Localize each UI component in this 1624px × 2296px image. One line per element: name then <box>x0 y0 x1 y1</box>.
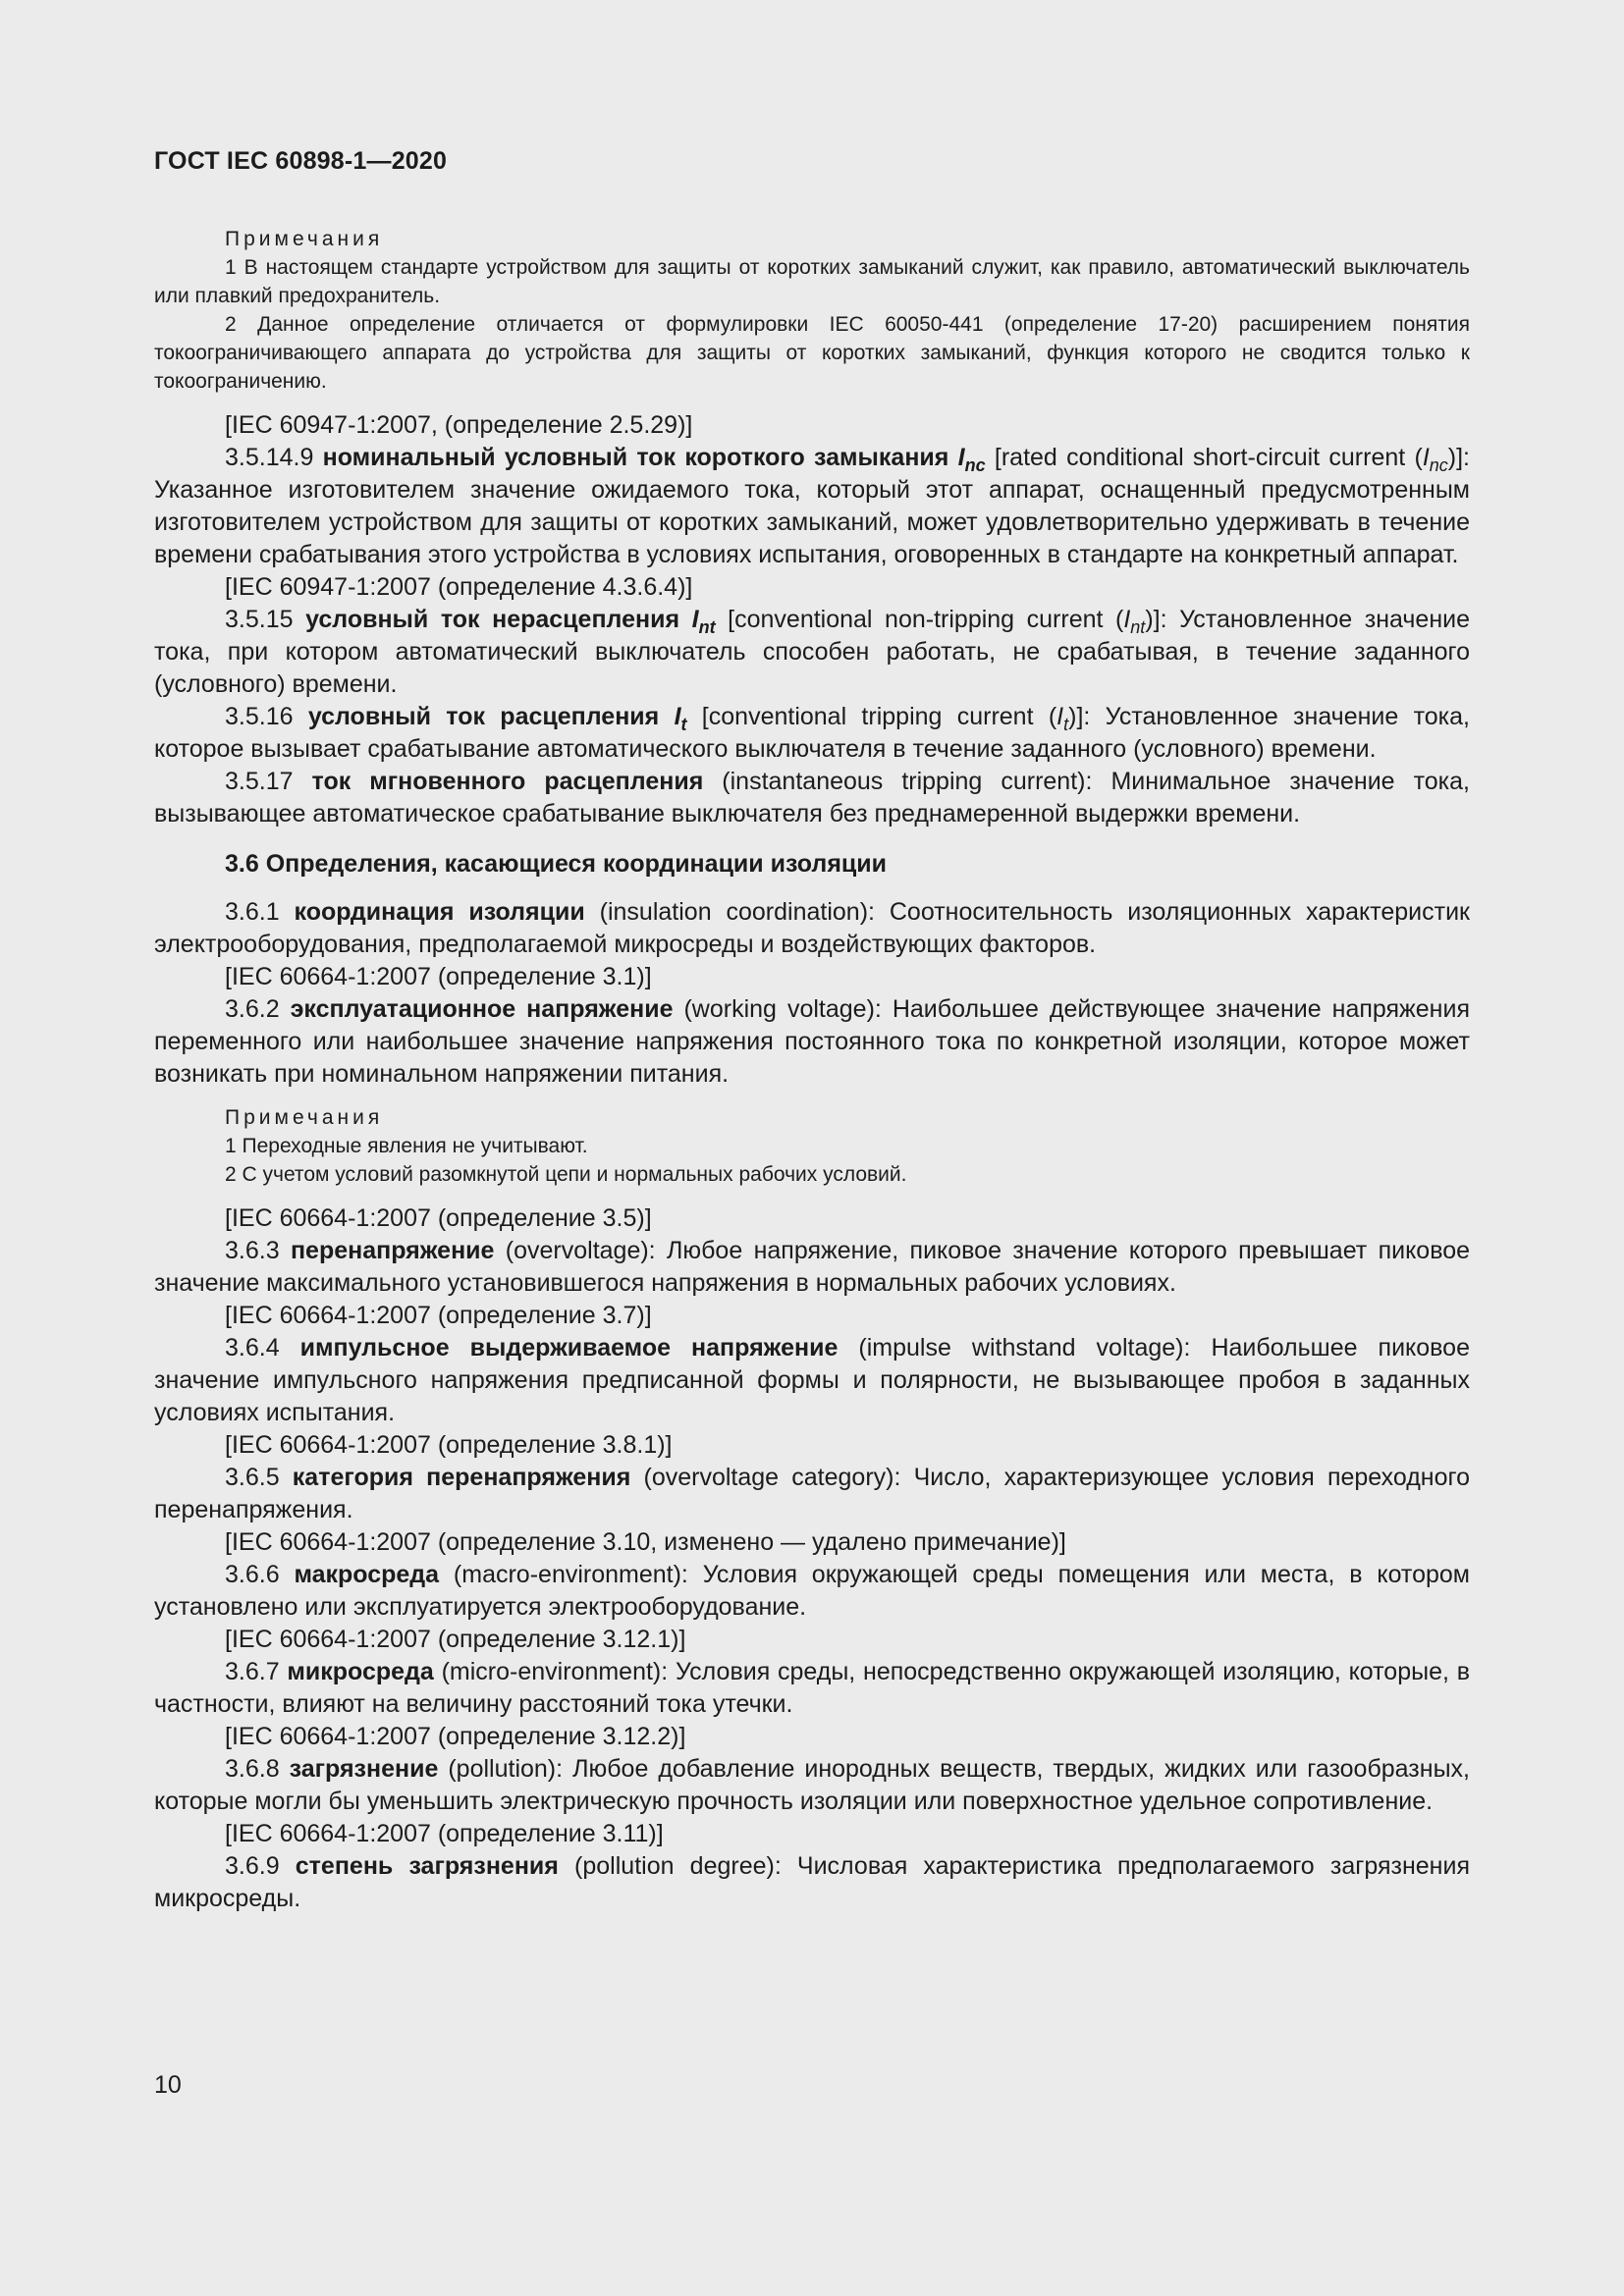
definition-number: 3.6.9 <box>225 1852 296 1880</box>
definition-3-6-1 <box>154 896 1470 961</box>
definition-english: [rated conditional short-circuit current ( <box>985 444 1423 471</box>
symbol: $I_{nc}$ <box>957 444 986 475</box>
definition-term: ток мгновенного расцепления <box>311 768 704 795</box>
definition-3-6-4 <box>154 1332 1470 1429</box>
reference: [IEC 60664-1:2007 (определение 3.1)] <box>225 963 652 990</box>
definition-term: номинальный условный ток короткого замыкания <box>322 444 958 471</box>
definition-number: 3.6.6 <box>225 1561 295 1588</box>
definition-text: (micro-environment): Условия среды, непосредственно окружающей изоляцию, которые, в частности, влияют на величину расстояний тока утечки. <box>154 1658 1470 1718</box>
notes-block <box>154 1104 1470 1189</box>
symbol: $I_t$ <box>1056 703 1069 734</box>
reference: [IEC 60664-1:2007 (определение 3.11)] <box>225 1820 664 1847</box>
notes-title: Примечания <box>225 228 384 250</box>
definition-text: (instantaneous tripping current): Минимальное значение тока, вызывающее автоматическое срабатывание выключателя без преднамеренной выдержки времени. <box>154 768 1470 828</box>
definition-term: эксплуатационное напряжение <box>290 995 674 1023</box>
definition-term: микросреда <box>287 1658 434 1685</box>
definition-text: (insulation coordination): Соотносительность изоляционных характеристик электрооборудования, предполагаемой микросреды и воздействующих факторов. <box>154 898 1470 958</box>
note-item: 1 Переходные явления не учитывают. <box>225 1135 588 1157</box>
notes-title: Примечания <box>225 1106 384 1129</box>
definition-number: 3.5.16 <box>225 703 308 730</box>
reference: [IEC 60664-1:2007 (определение 3.5)] <box>225 1204 652 1232</box>
reference: [IEC 60664-1:2007 (определение 3.10, изменено — удалено примечание)] <box>225 1528 1066 1556</box>
definition-3-6-9 <box>154 1850 1470 1915</box>
definition-term: категория перенапряжения <box>292 1464 631 1491</box>
definition-text: (overvoltage category): Число, характеризующее условия переходного перенапряжения. <box>154 1464 1470 1523</box>
definition-3-6-5 <box>154 1462 1470 1526</box>
definition-number: 3.5.17 <box>225 768 312 795</box>
symbol: $I_t$ <box>674 703 687 734</box>
page-number: 10 <box>154 2071 182 2099</box>
reference: [IEC 60664-1:2007 (определение 3.12.1)] <box>225 1626 686 1653</box>
definition-text: (macro-environment): Условия окружающей среды помещения или места, в котором установлено или эксплуатируется электрооборудование. <box>154 1561 1470 1621</box>
definition-english: [conventional non-tripping current ( <box>715 606 1124 633</box>
definition-number: 3.6.4 <box>225 1334 300 1362</box>
definition-term: условный ток расцепления <box>307 703 675 730</box>
document-header: ГОСТ IEC 60898-1—2020 <box>154 147 448 175</box>
reference: [IEC 60664-1:2007 (определение 3.12.2)] <box>225 1723 686 1750</box>
note-item: 1 В настоящем стандарте устройством для защиты от коротких замыканий служит, как правило, автоматический выключатель или плавкий предохранитель. <box>154 256 1470 307</box>
definition-text: (pollution): Любое добавление инородных веществ, твердых, жидких или газообразных, которые могли бы уменьшить электрическую прочность изоляции или поверхностное удельное сопротивление. <box>154 1755 1470 1815</box>
definition-number: 3.6.7 <box>225 1658 288 1685</box>
definition-term: импульсное выдерживаемое напряжение <box>299 1334 839 1362</box>
definition-number: 3.5.14.9 <box>225 444 323 471</box>
note-item: 2 С учетом условий разомкнутой цепи и нормальных рабочих условий. <box>225 1163 907 1186</box>
definition-text: )]: Установленное значение тока, при котором автоматический выключатель способен работать, не срабатывая, в течение заданного (условного) времени. <box>154 606 1470 698</box>
definition-3-6-3 <box>154 1235 1470 1300</box>
document-body <box>154 226 1470 1915</box>
reference: [IEC 60664-1:2007 (определение 3.7)] <box>225 1302 652 1329</box>
definition-english: [conventional tripping current ( <box>686 703 1057 730</box>
definition-term: перенапряжение <box>290 1237 495 1264</box>
definition-3-6-7 <box>154 1656 1470 1721</box>
definition-3-5-16 <box>154 701 1470 766</box>
definition-3-5-14-9 <box>154 442 1470 571</box>
definition-number: 3.6.3 <box>225 1237 291 1264</box>
definition-text: (working voltage): Наибольшее действующее значение напряжения переменного или наибольшее значение напряжения постоянного тока по конкретной изоляции, которое может возникать при номинальном напряжении питания. <box>154 995 1470 1088</box>
definition-text: (overvoltage): Любое напряжение, пиковое значение которого превышает пиковое значение максимального установившегося напряжения в нормальных рабочих условиях. <box>154 1237 1470 1297</box>
definition-term: загрязнение <box>289 1755 439 1783</box>
section-heading: 3.6 Определения, касающиеся координации изоляции <box>225 850 888 878</box>
symbol: $I_{nc}$ <box>1422 444 1448 475</box>
definition-text: )]: Установленное значение тока, которое вызывает срабатывание автоматического выключателя в течение заданного (условного) времени. <box>154 703 1470 763</box>
symbol: $I_{nt}$ <box>691 606 716 637</box>
note-item: 2 Данное определение отличается от формулировки IEC 60050-441 (определение 17-20) расширением понятия токоограничивающего аппарата до устройства для защиты от коротких замыканий, функция которого не сводится только к токоограничению. <box>154 313 1470 393</box>
definition-text: )]: Указанное изготовителем значение ожидаемого тока, который этот аппарат, оснащенный предусмотренным изготовителем устройством для защиты от коротких замыканий, может удовлетворительно удерживать в течение времени срабатывания этого устройства в условиях испытания, оговоренных в стандарте на конкретный аппарат. <box>154 444 1470 568</box>
definition-term: степень загрязнения <box>295 1852 559 1880</box>
definition-3-6-2 <box>154 993 1470 1091</box>
definition-3-6-8 <box>154 1753 1470 1818</box>
definition-term: координация изоляции <box>294 898 585 926</box>
definition-term: условный ток нерасцепления <box>305 606 692 633</box>
definition-number: 3.5.15 <box>225 606 306 633</box>
definition-number: 3.6.2 <box>225 995 291 1023</box>
definition-text: (pollution degree): Числовая характеристика предполагаемого загрязнения микросреды. <box>154 1852 1470 1912</box>
definition-3-6-6 <box>154 1559 1470 1624</box>
definition-3-5-17 <box>154 766 1470 830</box>
notes-block <box>154 226 1470 396</box>
symbol: $I_{nt}$ <box>1123 606 1146 637</box>
definition-3-5-15 <box>154 604 1470 701</box>
reference: [IEC 60947-1:2007, (определение 2.5.29)] <box>225 411 693 439</box>
definition-term: макросреда <box>294 1561 440 1588</box>
reference: [IEC 60664-1:2007 (определение 3.8.1)] <box>225 1431 673 1459</box>
definition-number: 3.6.1 <box>225 898 295 926</box>
definition-number: 3.6.8 <box>225 1755 290 1783</box>
definition-number: 3.6.5 <box>225 1464 293 1491</box>
reference: [IEC 60947-1:2007 (определение 4.3.6.4)] <box>225 573 693 601</box>
definition-text: (impulse withstand voltage): Наибольшее пиковое значение импульсного напряжения предписанной формы и полярности, не вызывающее пробоя в заданных условиях испытания. <box>154 1334 1470 1426</box>
